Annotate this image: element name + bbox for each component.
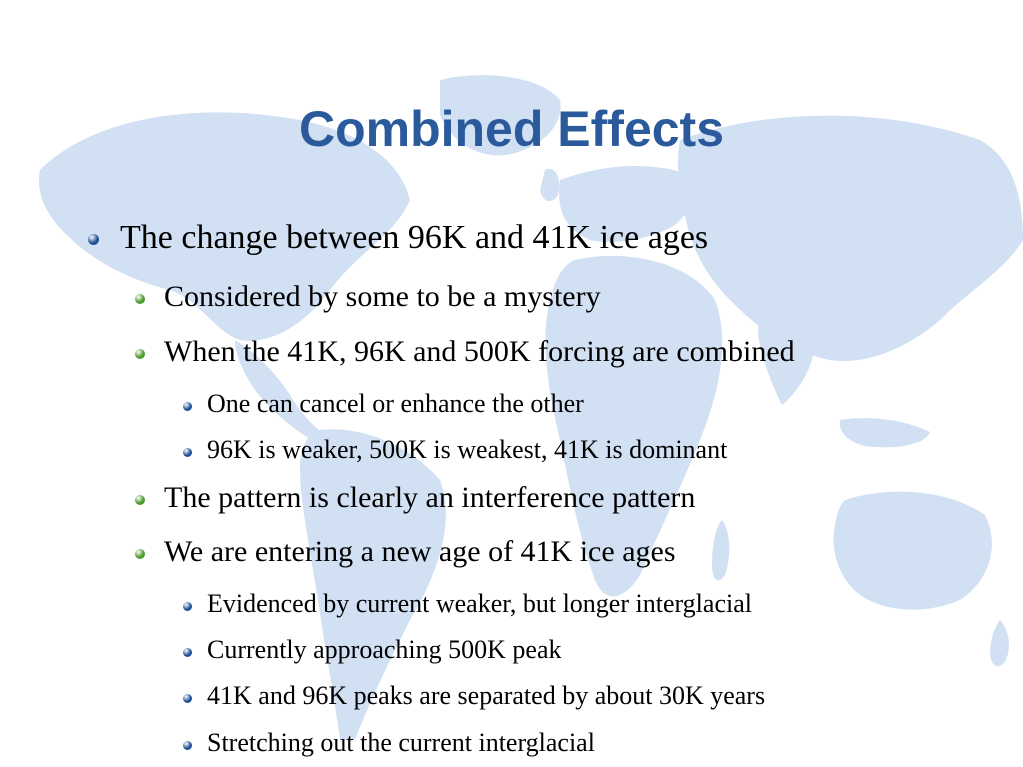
bullet-icon xyxy=(183,602,192,611)
bullet-icon xyxy=(183,448,192,457)
bullet-text: 41K and 96K peaks are separated by about 30K years xyxy=(207,681,766,710)
bullet-text: We are entering a new age of 41K ice ages xyxy=(164,535,676,568)
bullet-text: The pattern is clearly an interference pattern xyxy=(164,481,696,514)
bullet-text: When the 41K, 96K and 500K forcing are combined xyxy=(164,335,795,368)
bullet-level-3 xyxy=(183,386,584,422)
bullet-icon xyxy=(135,294,145,304)
bullet-text: The change between 96K and 41K ice ages xyxy=(120,219,709,256)
bullet-icon xyxy=(88,234,99,245)
bullet-level-2 xyxy=(135,478,695,518)
bullet-level-2 xyxy=(135,532,676,572)
bullet-level-2 xyxy=(135,332,795,372)
bullet-icon xyxy=(183,648,192,657)
bullet-level-3 xyxy=(183,632,562,668)
bullet-level-3 xyxy=(183,586,752,622)
bullet-level-1 xyxy=(88,216,708,260)
bullet-text: Evidenced by current weaker, but longer interglacial xyxy=(207,589,752,618)
bullet-level-3 xyxy=(183,432,727,468)
bullet-text: Stretching out the current interglacial xyxy=(207,728,595,757)
bullet-level-2 xyxy=(135,277,601,317)
bullet-icon xyxy=(183,694,192,703)
bullet-text: 96K is weaker, 500K is weakest, 41K is dominant xyxy=(207,435,728,464)
bullet-level-3 xyxy=(183,678,765,714)
slide-title: Combined Effects xyxy=(298,101,725,157)
bullet-text: Currently approaching 500K peak xyxy=(207,635,562,664)
bullet-icon xyxy=(135,349,145,359)
bullet-level-3 xyxy=(183,725,595,761)
bullet-icon xyxy=(183,741,192,750)
bullet-icon xyxy=(135,549,145,559)
bullet-icon xyxy=(183,402,192,411)
bullet-icon xyxy=(135,495,145,505)
bullet-text: One can cancel or enhance the other xyxy=(207,389,584,418)
bullet-text: Considered by some to be a mystery xyxy=(164,280,601,313)
